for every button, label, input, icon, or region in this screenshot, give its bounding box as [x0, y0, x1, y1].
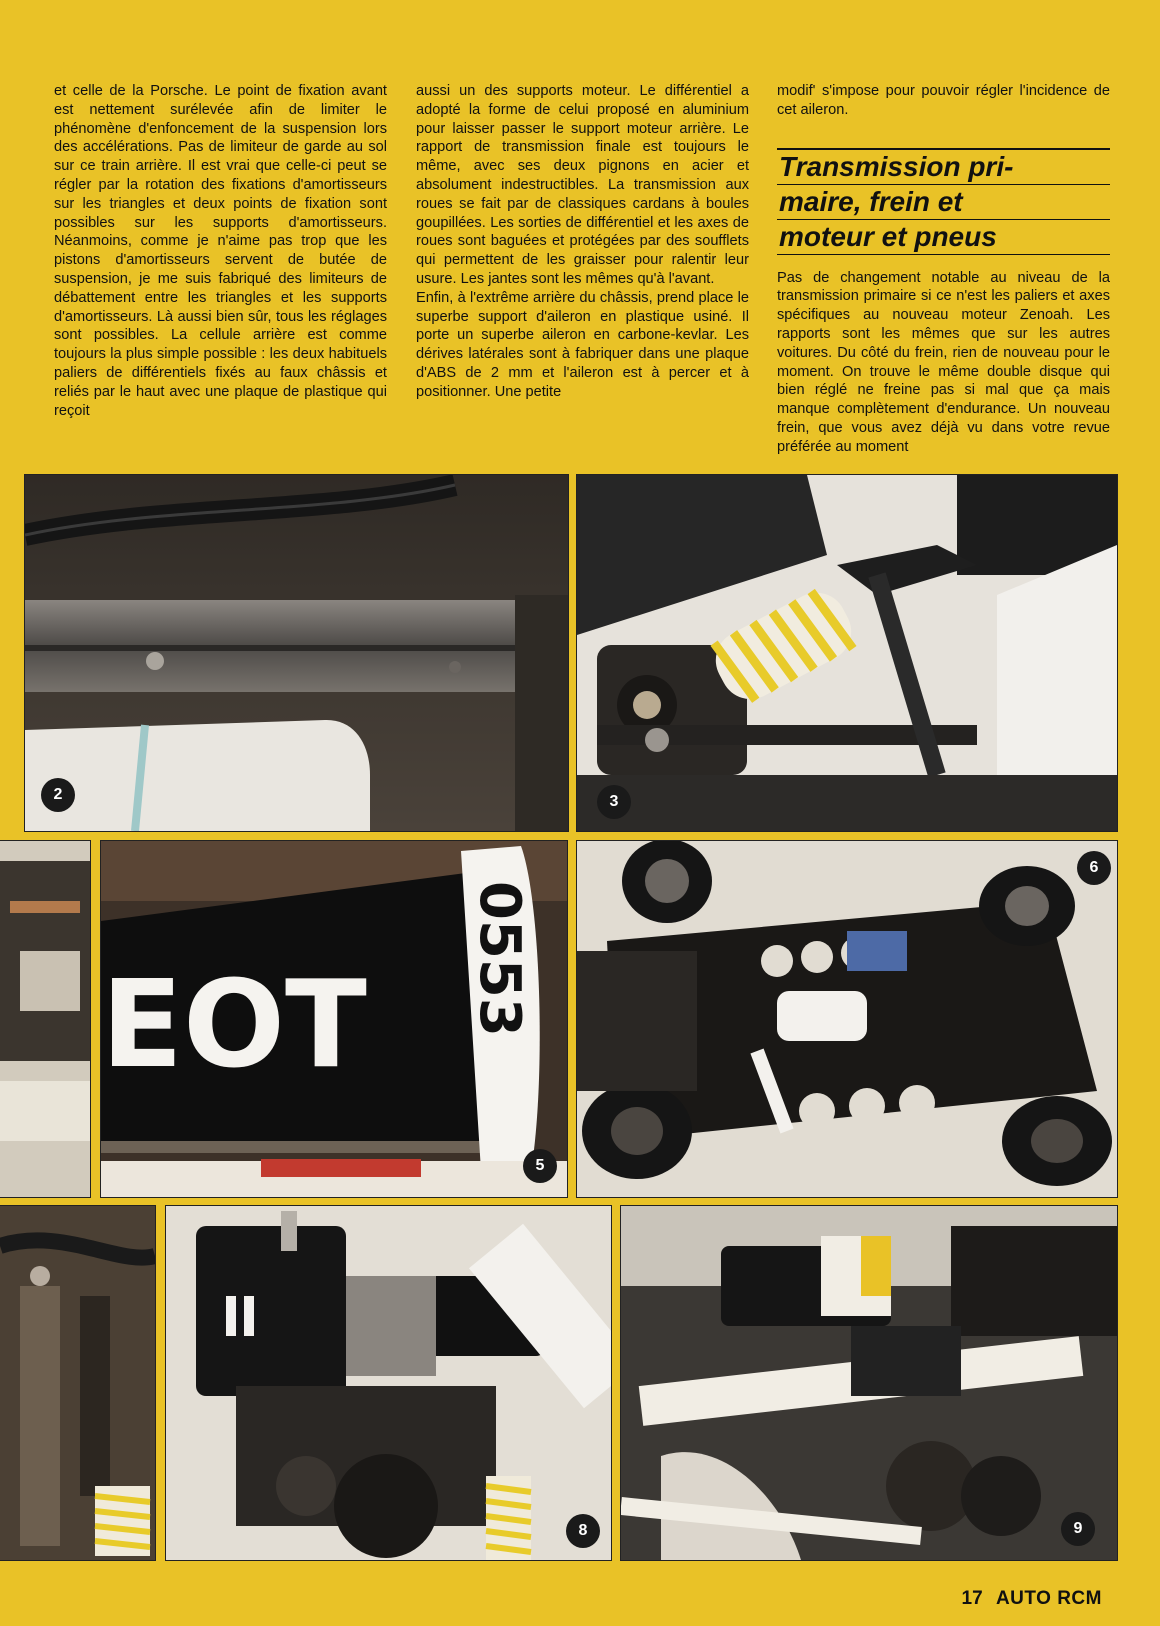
photo-8-image: [166, 1206, 611, 1560]
photo-2-chassis-rail: [24, 474, 569, 832]
photo-4-image: [0, 841, 90, 1197]
photo-number-badge: 9: [1061, 1512, 1095, 1546]
photo-8-engine: [165, 1205, 612, 1561]
photo-number-badge: 6: [1077, 851, 1111, 885]
section-heading-line: maire, frein et: [777, 185, 1110, 220]
wing-decal-text: EOT: [101, 956, 367, 1095]
section-heading-line: Transmission pri-: [777, 150, 1110, 185]
section-heading: [777, 148, 1110, 255]
article-paragraph: aussi un des supports moteur. Le différentiel a adopté la forme de celui proposé en aluminium pour laisser passer le support moteur arrière. Le rapport de transmission finale est toujours le même, avec ses deux pignons en acier et absolument indestructibles. La transmission aux roues se fait par de classiques cardans à boules goupillées. Les sorties de différentiel et les axes de roues sont baguées et protégées par des soufflets qui permettent de les graisser pour ralentir leur usure. Les jantes sont les mêmes qu'à l'avant.: [416, 83, 749, 287]
photo-4-partial: [0, 840, 91, 1198]
article-paragraph: modif' s'impose pour pouvoir régler l'incidence de cet aileron.: [777, 83, 1110, 118]
wing-side-decal-text: 0553: [467, 881, 532, 1037]
photo-9-radio-gear: [620, 1205, 1118, 1561]
photo-5-rear-wing: [100, 840, 568, 1198]
article-paragraph: et celle de la Porsche. Le point de fixation avant est nettement surélevée afin de limiter le phénomène d'enfoncement de la suspension lors des accélérations. Pas de limiteur de garde au sol sur ce train arrière. Il est vrai que celle-ci peut se régler par la rotation des fixations d'amortisseurs sur les triangles et deux points de fixation sont possibles sur les supports d'amortisseurs. Néanmoins, comme je n'aime pas trop que les pistons d'amortisseurs servent de butée de suspension, je me suis fabriqué des limiteurs de débattement entre les triangles et les supports d'amortisseurs. Là aussi bien sûr, tous les réglages sont possibles. La cellule arrière est comme toujours la plus simple possible : les deux habituels paliers de différentiels fixés au faux châssis et reliés par le haut avec une plaque de plastique qui reçoit: [54, 83, 387, 419]
photo-3-image: [577, 475, 1117, 831]
photo-2-image: [25, 475, 568, 831]
article-paragraph: Enfin, à l'extrême arrière du châssis, prend place le superbe support d'aileron en plastique usiné. Il porte un superbe aileron en carbone-kevlar. Les dérives latérales sont à fabriquer dans une plaque d'ABS de 2 mm et l'aileron est à percer et à positionner. Une petite: [416, 289, 749, 400]
photo-7-image: [0, 1206, 155, 1560]
photo-6-chassis-overview: [576, 840, 1118, 1198]
article-paragraph: Pas de changement notable au niveau de la transmission primaire si ce n'est les paliers et axes spécifiques au nouveau moteur Zenoah. Les rapports sont les mêmes que sur les autres voitures. Du côté du frein, rien de nouveau pour le moment. On trouve le même double disque qui bien réglé ne freine pas si mal que ça mais manque complètement d'endurance. Un nouveau frein, que vous avez déjà vu dans votre revue préférée au moment: [777, 269, 1110, 455]
photo-number-badge: 3: [597, 785, 631, 819]
section-heading-line: moteur et pneus: [777, 220, 1110, 255]
page-number: 17: [961, 1588, 983, 1609]
magazine-title: AUTO RCM: [995, 1588, 1102, 1609]
photo-number-badge: 8: [566, 1514, 600, 1548]
article-column-3: [777, 82, 1110, 457]
photo-5-image: [101, 841, 567, 1197]
photo-number-badge: 2: [41, 778, 75, 812]
photo-number-badge: 5: [523, 1149, 557, 1183]
photo-7-partial: [0, 1205, 156, 1561]
photo-9-image: [621, 1206, 1117, 1560]
photo-3-rear-suspension: [576, 474, 1118, 832]
page-footer: [962, 1588, 1102, 1610]
article-column-2: [416, 82, 749, 402]
photo-6-image: [577, 841, 1117, 1197]
article-column-1: [54, 82, 387, 420]
